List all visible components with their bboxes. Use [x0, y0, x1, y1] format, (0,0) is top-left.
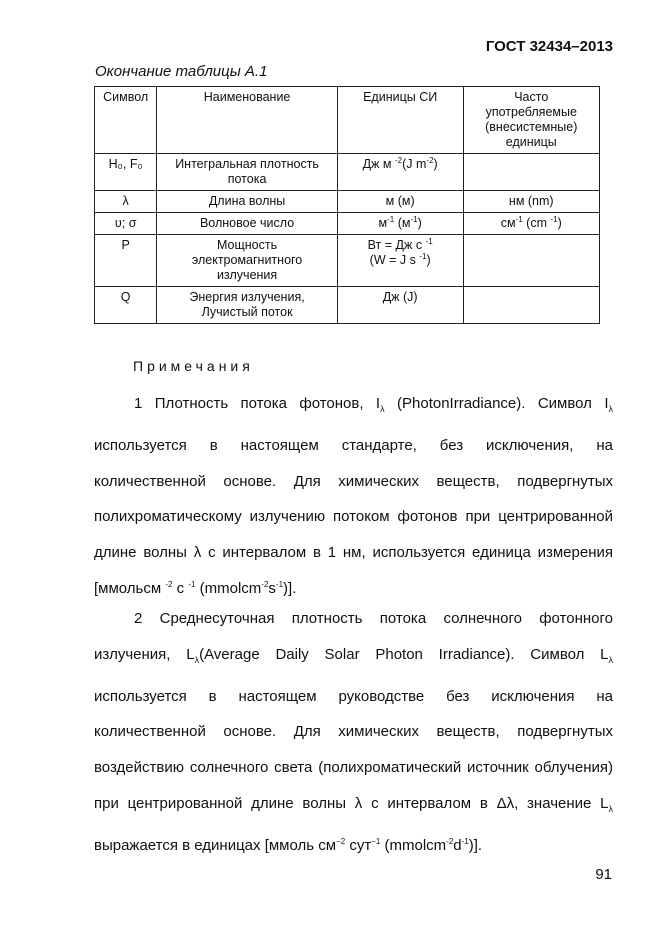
cell-other: нм (nm) [463, 191, 599, 213]
table-row [95, 191, 600, 213]
table-header-row [95, 87, 600, 154]
cell-name: Волновое число [157, 213, 338, 235]
cell-si: $м^{-1}$ $(м^{-1})$ [337, 213, 463, 235]
cell-si: Дж м $^{-2}$(J $m^{-2}$) [337, 154, 463, 191]
header-symbol: Символ [95, 87, 157, 154]
cell-name: Мощность электромагнитного излучения [157, 235, 338, 287]
cell-other [463, 235, 599, 287]
table-caption: Окончание таблицы А.1 [95, 63, 268, 80]
cell-si: м (м) [337, 191, 463, 213]
header-other-units: Часто употребляемые (внесистемные) единицы [463, 87, 599, 154]
standard-header: ГОСТ 32434–2013 [485, 38, 613, 55]
header-si-units: Единицы СИ [337, 87, 463, 154]
cell-other: $см^{-1}$ (cm $^{-1}$) [463, 213, 599, 235]
table-row [95, 287, 600, 324]
table-row [95, 235, 600, 287]
cell-symbol: P [95, 235, 157, 287]
page-number: 91 [595, 866, 612, 883]
cell-symbol: υ; σ [95, 213, 157, 235]
cell-name: Интегральная плотность потока [157, 154, 338, 191]
note-paragraph-1: 1 Плотность потока фотонов, $I_\lambda$ (PhotonIrradiance). Символ $I_\lambda$ используется в настоящем стандарте, без исключения, на количественной основе. Для химических веществ, подвергнутых полихроматическому излучению потоком фотонов при центрированной длине волны λ с интервалом в 1 нм, используется единица измерения [ммольсм $^{-2}$ с $^{-1}$ $(mmolcm^{-2}s^{-1})$]. [94, 395, 613, 597]
header-name: Наименование [157, 87, 338, 154]
table-row [95, 154, 600, 191]
cell-si: Вт = Дж с $^{-1}$ (W = J s $^{-1}$) [337, 235, 463, 287]
cell-other [463, 287, 599, 324]
cell-symbol: λ [95, 191, 157, 213]
table-row [95, 213, 600, 235]
units-table [94, 86, 600, 324]
cell-symbol: Q [95, 287, 157, 324]
cell-name: Энергия излучения, Лучистый поток [157, 287, 338, 324]
cell-si: Дж (J) [337, 287, 463, 324]
notes-title: Примечания [133, 358, 254, 374]
cell-other [463, 154, 599, 191]
cell-symbol: H₀, F₀ [95, 154, 157, 191]
cell-name: Длина волны [157, 191, 338, 213]
note-paragraph-2: 2 Среднесуточная плотность потока солнечного фотонного излучения, $L_\lambda(Average$ Daily Solar Photon Irradiance). Символ $L_\lambda$ используется в настоящем руководстве без исключения на количественной основе. Для химических веществ, подвергнутых воздействию солнечного света (полихроматический источник облучения) при центрированной длине волны λ с интервалом в Δλ, значение $L_\lambda$ выражается в единицах [ммоль $см^{-2}$ сут$^{-1}$ $(mmolcm^{-2}d^{-1})$]. [94, 610, 614, 854]
